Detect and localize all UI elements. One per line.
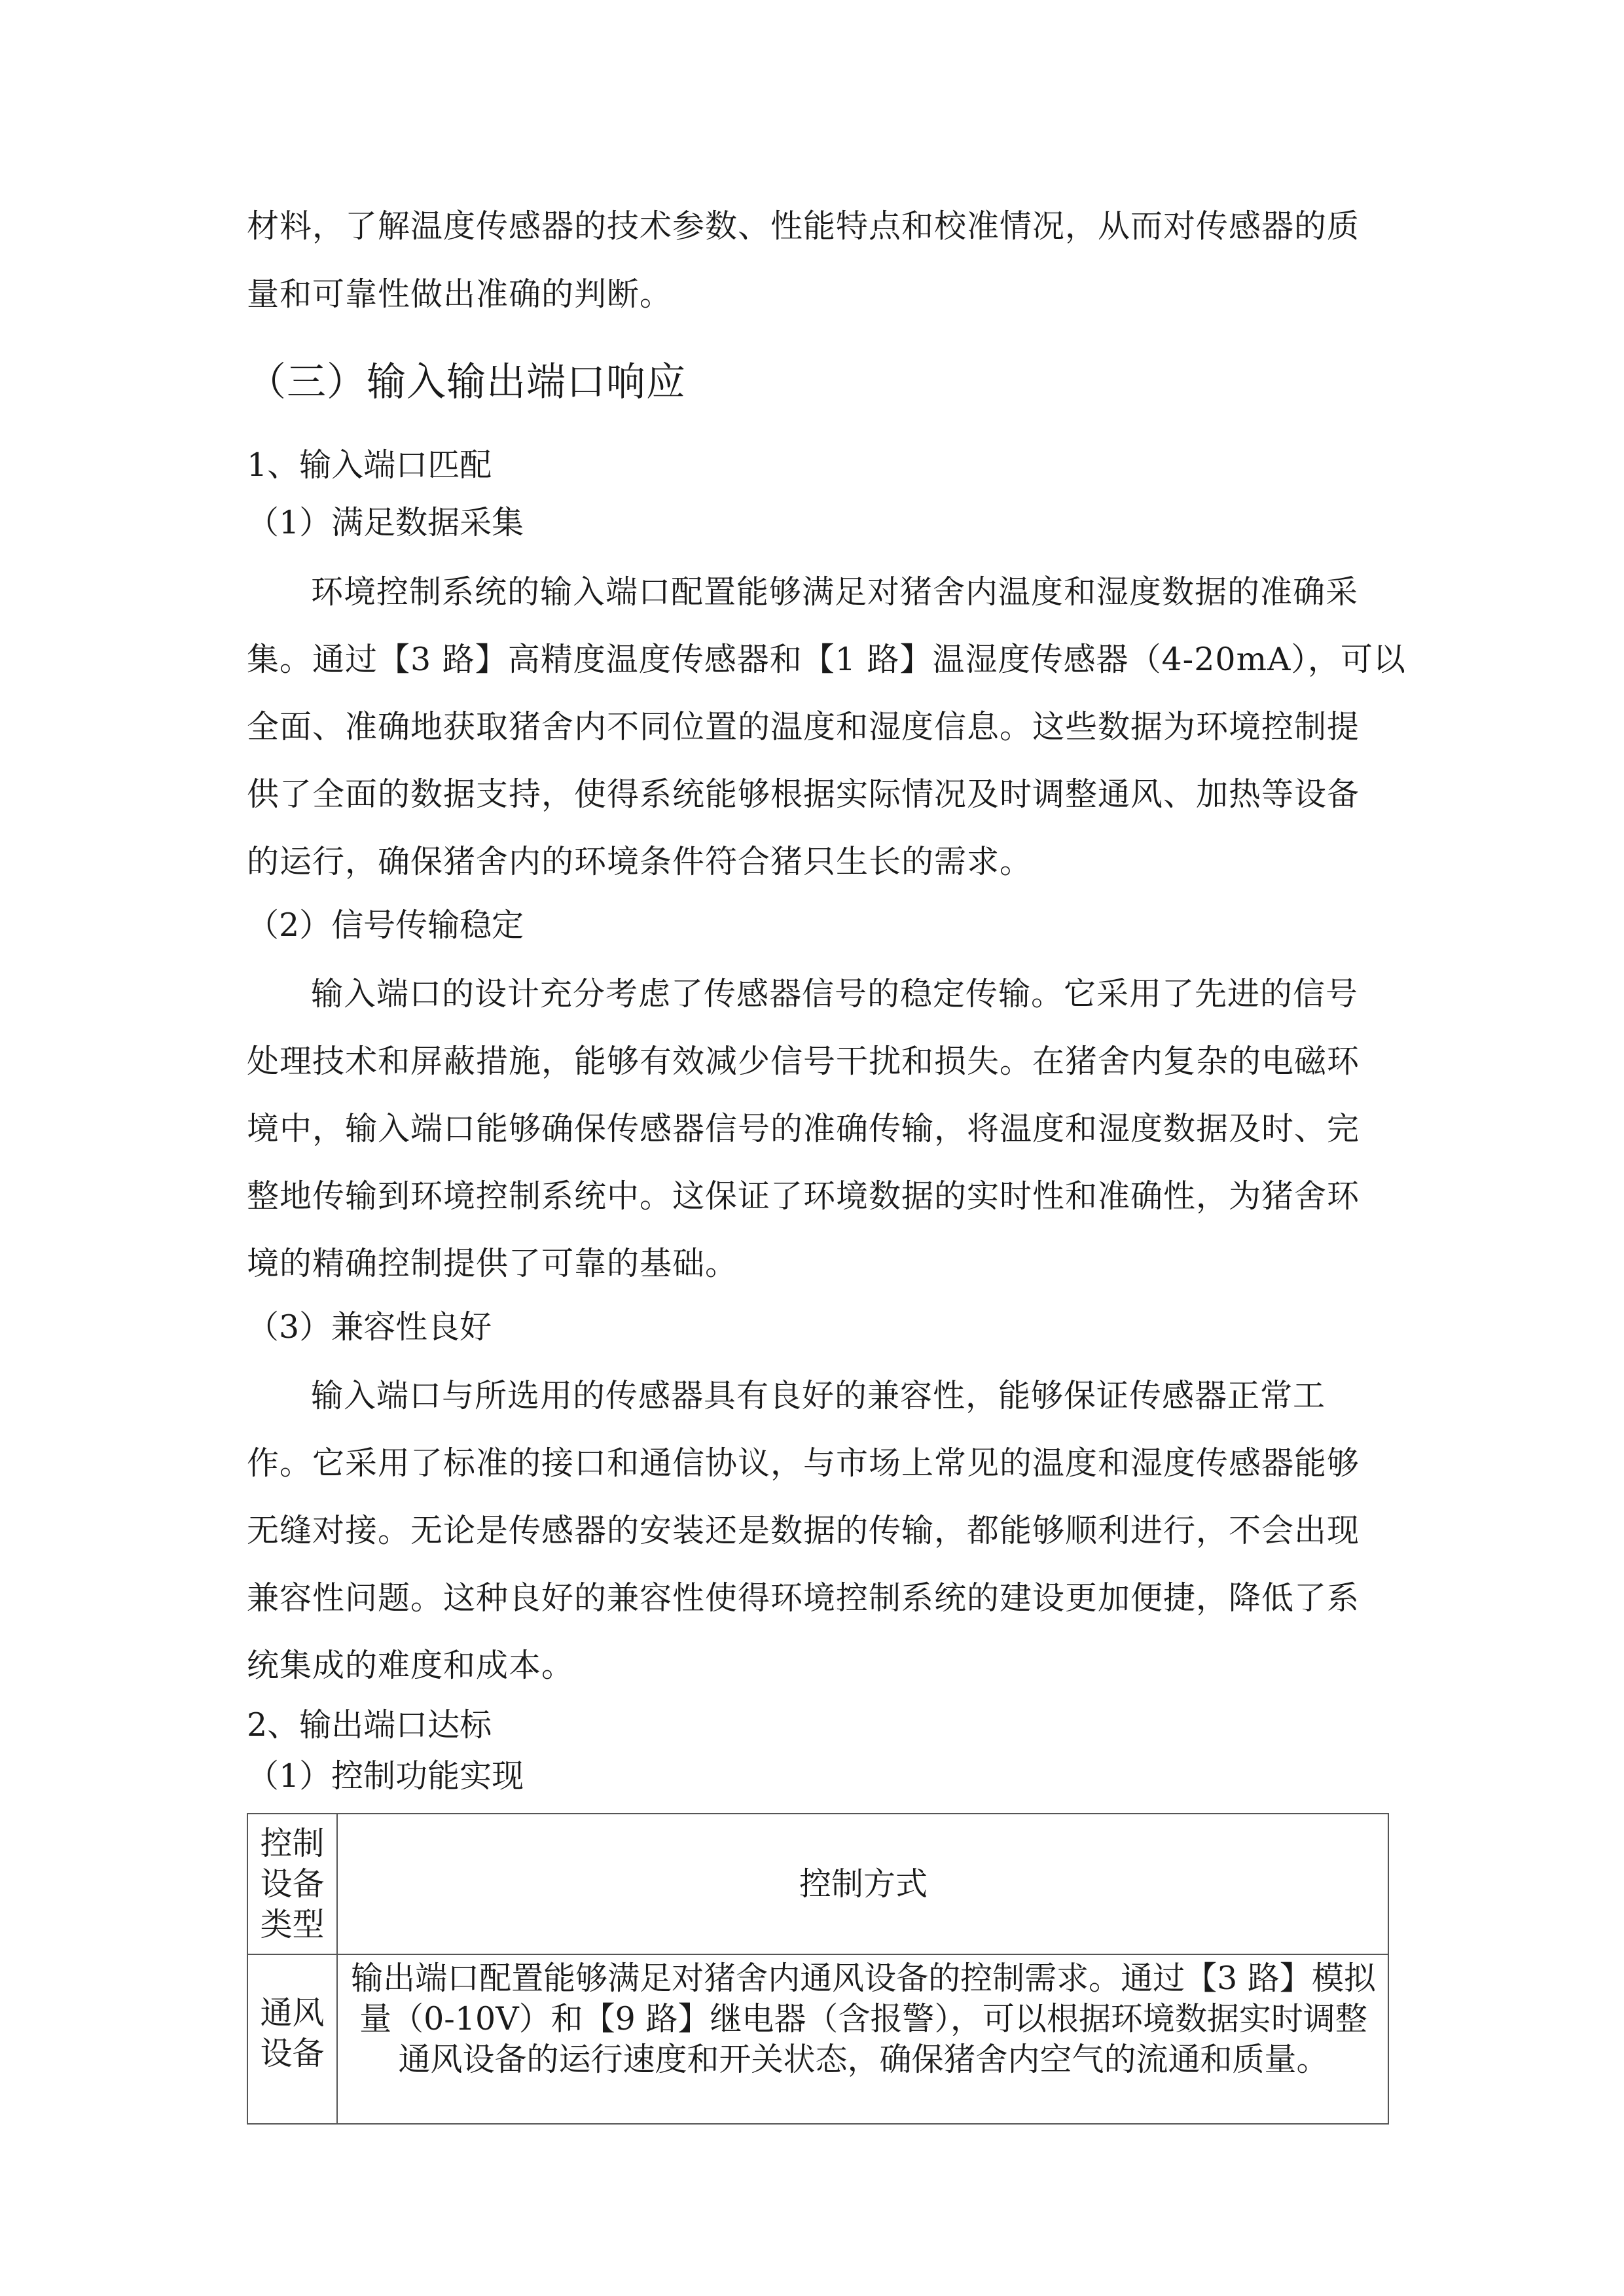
- table-row-divider: [248, 1954, 1388, 1955]
- sub2-line-3: 境中，输入端口能够确保传感器信号的准确传输，将温度和湿度数据及时、完: [247, 1110, 1360, 1147]
- input-port-heading: 1、输入端口匹配: [247, 446, 492, 484]
- sub1-line-1: 环境控制系统的输入端口配置能够满足对猪舍内温度和湿度数据的准确采: [311, 573, 1359, 611]
- sub2-line-1: 输入端口的设计充分考虑了传感器信号的稳定传输。它采用了先进的信号: [311, 975, 1359, 1013]
- sub3-line-1: 输入端口与所选用的传感器具有良好的兼容性，能够保证传感器正常工: [311, 1377, 1326, 1414]
- control-table: [247, 1813, 1389, 2125]
- intro-line-2: 量和可靠性做出准确的判断。: [247, 276, 673, 313]
- table-header-device-type: [248, 1823, 336, 1945]
- section-heading: （三）输入输出端口响应: [247, 359, 686, 405]
- header-col1-line: 类型: [260, 1906, 325, 1943]
- sub2-line-5: 境的精确控制提供了可靠的基础。: [247, 1245, 738, 1282]
- sub2-line-4: 整地传输到环境控制系统中。这保证了环境数据的实时性和准确性，为猪舍环: [247, 1177, 1360, 1215]
- row-col2-line: 输出端口配置能够满足对猪舍内通风设备的控制需求。通过【3 路】模拟: [351, 1960, 1376, 1997]
- sub3-line-2: 作。它采用了标准的接口和通信协议，与市场上常见的温度和湿度传感器能够: [247, 1444, 1360, 1482]
- row-col1-line: 设备: [260, 2035, 325, 2072]
- sub1-line-4: 供了全面的数据支持，使得系统能够根据实际情况及时调整通风、加热等设备: [247, 776, 1360, 813]
- table-header-control-method: 控制方式: [799, 1865, 928, 1903]
- sub1-line-2: 集。通过【3 路】高精度温度传感器和【1 路】温湿度传感器（4-20mA），可以: [247, 641, 1406, 678]
- output-sub1-heading: （1）控制功能实现: [247, 1757, 524, 1795]
- output-port-heading: 2、输出端口达标: [247, 1706, 492, 1744]
- table-row-device: [248, 1993, 336, 2074]
- sub3-line-5: 统集成的难度和成本。: [247, 1647, 575, 1684]
- sub3-heading: （3）兼容性良好: [247, 1308, 492, 1346]
- sub1-line-3: 全面、准确地获取猪舍内不同位置的温度和湿度信息。这些数据为环境控制提: [247, 708, 1360, 745]
- header-col1-line: 控制: [260, 1825, 325, 1862]
- intro-line-1: 材料，了解温度传感器的技术参数、性能特点和校准情况，从而对传感器的质: [247, 207, 1360, 245]
- header-col1-line: 设备: [260, 1865, 325, 1903]
- sub3-line-4: 兼容性问题。这种良好的兼容性使得环境控制系统的建设更加便捷，降低了系: [247, 1579, 1360, 1617]
- sub3-line-3: 无缝对接。无论是传感器的安装还是数据的传输，都能够顺利进行，不会出现: [247, 1512, 1360, 1549]
- sub1-heading: （1）满足数据采集: [247, 504, 524, 541]
- row-col1-line: 通风: [260, 1994, 325, 2032]
- sub1-line-5: 的运行，确保猪舍内的环境条件符合猪只生长的需求。: [247, 843, 1033, 880]
- sub2-line-2: 处理技术和屏蔽措施，能够有效减少信号干扰和损失。在猪舍内复杂的电磁环: [247, 1043, 1360, 1080]
- row-col2-line: 量（0-10V）和【9 路】继电器（含报警），可以根据环境数据实时调整: [359, 2000, 1367, 2037]
- sub2-heading: （2）信号传输稳定: [247, 906, 524, 944]
- table-row-method: [338, 1958, 1389, 2080]
- row-col2-line: 通风设备的运行速度和开关状态，确保猪舍内空气的流通和质量。: [398, 2041, 1329, 2078]
